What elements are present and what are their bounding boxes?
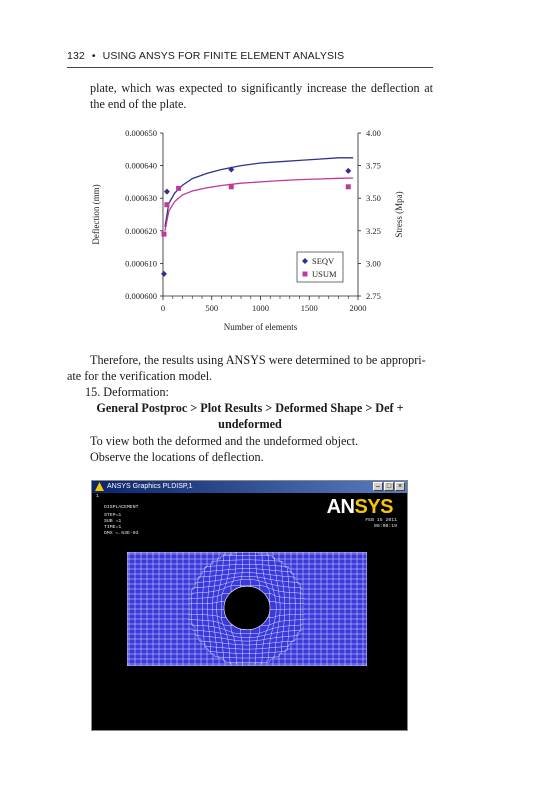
info-line: SUB =1: [104, 519, 122, 524]
plot-timestamp: [365, 518, 397, 530]
trendline-usum: [165, 178, 353, 231]
y-right-tick-label: 3.50: [366, 193, 381, 204]
y-right-tick-label: 2.75: [366, 291, 381, 301]
intro-paragraph: plate, which was expected to significantly increase the deflection at the end of the plate.: [90, 81, 433, 111]
y-left-tick-label: 0.000630: [125, 193, 157, 204]
x-tick-label: 2000: [349, 303, 367, 313]
y-left-tick-label: 0.000600: [125, 291, 157, 301]
header-rule: [67, 67, 433, 68]
running-title: USING ANSYS FOR FINITE ELEMENT ANALYSIS: [102, 50, 345, 62]
y-right-axis-label: Stress (Mpa): [394, 191, 404, 238]
y-right-tick-label: 3.25: [366, 225, 381, 236]
page-number: 132: [67, 50, 85, 62]
close-button[interactable]: ×: [395, 482, 405, 491]
y-right-tick-label: 3.00: [366, 258, 381, 269]
legend-label-usum: USUM: [312, 269, 337, 279]
menu-path-line-1: General Postproc > Plot Results > Deformed Shape > Def +: [96, 401, 404, 415]
point-seqv: [164, 189, 170, 195]
step-title: Deformation:: [103, 385, 169, 399]
plate-hole: [224, 586, 270, 630]
chart: [90, 120, 430, 347]
window-titlebar: [92, 481, 407, 493]
menu-path-line-2: undeformed: [218, 417, 282, 431]
ansys-logo: ANSYS: [326, 496, 393, 518]
plot-date: FEB 15 2011: [365, 518, 397, 523]
point-usum: [161, 232, 166, 237]
maximize-button[interactable]: □: [384, 482, 394, 491]
header-bullet: •: [91, 50, 96, 62]
x-tick-label: 1500: [300, 303, 318, 313]
point-usum: [176, 186, 181, 191]
window-number: 1: [96, 494, 99, 499]
point-usum: [346, 184, 351, 189]
y-right-tick-label: 4.00: [366, 128, 381, 138]
deformed-mesh-plot: [127, 552, 367, 666]
y-left-axis-label: Deflection (mm): [91, 184, 101, 245]
running-header: [67, 50, 433, 62]
result-paragraph: [90, 352, 435, 368]
point-usum: [229, 184, 234, 189]
ansys-app-icon: [95, 482, 104, 491]
y-left-tick-label: 0.000650: [125, 128, 157, 138]
result-line-2: ate for the verification model.: [67, 369, 213, 383]
x-tick-label: 500: [205, 303, 219, 313]
info-line: STEP=1: [104, 513, 122, 518]
info-line: DISPLACEMENT: [104, 505, 139, 510]
minimize-button[interactable]: –: [373, 482, 383, 491]
y-left-tick-label: 0.000640: [125, 160, 157, 171]
plot-time: 09:00:19: [373, 524, 397, 529]
point-seqv: [161, 271, 167, 277]
info-line: TIME=1: [104, 525, 122, 530]
x-axis-label: Number of elements: [223, 322, 298, 332]
y-left-tick-label: 0.000610: [125, 258, 157, 269]
point-seqv: [345, 168, 351, 174]
step-number: 15.: [85, 385, 101, 399]
legend-marker-usum: [303, 272, 308, 277]
x-tick-label: 1000: [252, 303, 269, 313]
info-line: DMX =.63E-03: [104, 531, 139, 536]
step-heading: [85, 384, 169, 400]
deflection-stress-chart: [90, 120, 430, 342]
legend-label-seqv: SEQV: [312, 256, 335, 266]
trendline-seqv: [165, 158, 353, 227]
x-tick-label: 0: [160, 303, 166, 313]
ansys-graphics-window: [91, 480, 408, 731]
plot-info: [104, 505, 139, 537]
y-right-tick-label: 3.75: [366, 160, 381, 171]
point-usum: [164, 202, 169, 207]
result-paragraph-cont: [67, 368, 433, 384]
result-line-1: Therefore, the results using ANSYS were determined to be appropri-: [90, 353, 426, 367]
window-title: ANSYS Graphics PLDISP,1: [107, 483, 193, 490]
instruction-2: Observe the locations of deflection.: [90, 450, 264, 464]
y-left-tick-label: 0.000620: [125, 225, 157, 236]
instruction-1: To view both the deformed and the undeformed object.: [90, 434, 359, 448]
